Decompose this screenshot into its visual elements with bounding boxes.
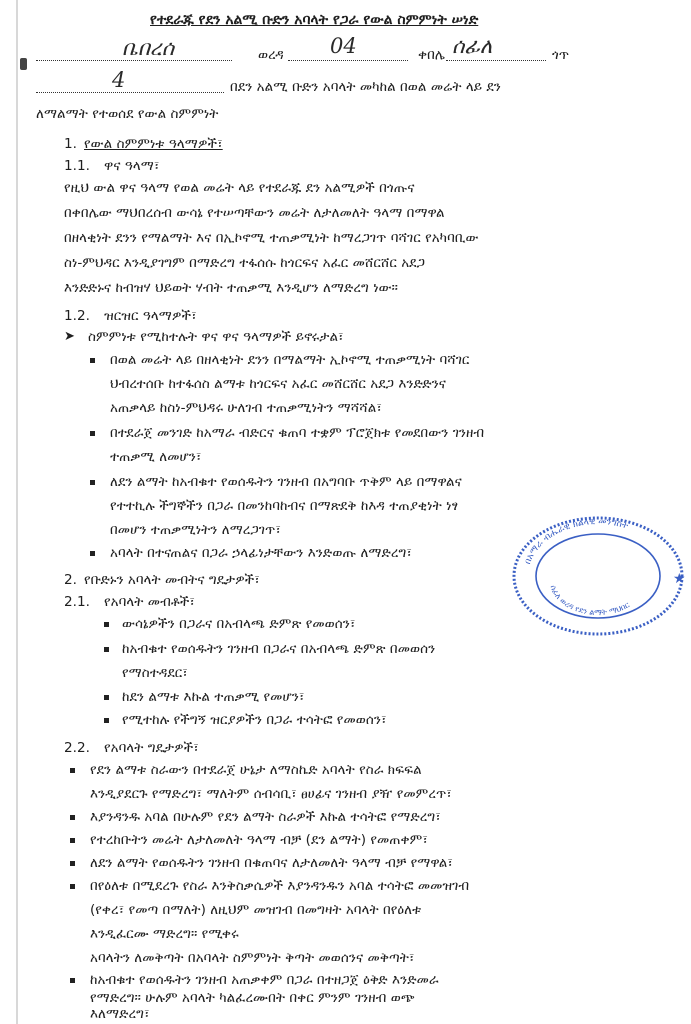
bullet-icon (70, 978, 75, 983)
para1-line-5: እንድድኑና ከብዝሃ ህይወት ሃብት ተጠቃሚ እንዲሆን ለማድረግ ነው። (64, 280, 399, 296)
right-2-line-2: የማስተዳደር፣ (122, 665, 188, 681)
subsection-2-1-title: የአባላት መብቶች፣ (104, 594, 195, 610)
bullet-icon (90, 480, 95, 485)
arrow-bullet-icon: ➤ (64, 329, 75, 344)
duty-5-line-1: በየዕለቱ በሚደረጉ የስራ እንቅስቃሴዎች እያንዳንዱን አባል ተሳትፎ መመዝገብ (90, 878, 470, 894)
bullet-icon (90, 551, 95, 556)
subsection-1-2-title: ዝርዝር ዓላማዎች፣ (104, 308, 197, 324)
objective-1-line-3: አጠቃላይ ከስነ-ምህዳሩ ሁለገብ ተጠቃሚነትን ማሻሻል፣ (110, 400, 382, 416)
bullet-icon (70, 838, 75, 843)
fill-line-2 (288, 60, 408, 61)
subsection-2-2-number: 2.2. (64, 740, 90, 756)
duty-5-line-3: እንዲፈርሙ ማድረግ። የሚቀሩ (90, 926, 239, 942)
right-1: ውሳኔዎችን በጋራና በአብላጫ ድምጽ የመወሰን፣ (122, 616, 356, 632)
svg-text:ሰፊለ ወረዳ የደን ልማት ማህበር (549, 584, 632, 617)
para1-line-3: በዘላቂነት ደንን የማልማት እና በኢኮኖሚ ተጠቃሚነት ከማረጋገጥ ባሻገር የአካባቢው (64, 230, 479, 246)
objective-3-line-1: ለደን ልማት ከአብቁተ የወሰዱትን ገንዘብ በአግባቡ ጥቅም ላይ በማዋልና (110, 474, 462, 490)
fill-line-3 (446, 60, 546, 61)
duty-5-line-4: አባላትን ለመቅጣት በአባላት ስምምነት ቅጣት መወሰንና መቅጣት፣ (90, 950, 415, 966)
section-2-heading: የቡድኑን አባላት መብትና ግዴታዎች፣ (84, 572, 260, 588)
right-2-line-1: ከአብቁተ የወሰዱትን ገንዘብ በጋራና በአብላጫ ድምጽ በመወሰን (122, 641, 436, 657)
duty-4: ለደን ልማት የወሰዱትን ገንዘብ በቁጠባና ለታለመለት ዓላማ ብቻ የማዋል፣ (90, 855, 453, 871)
para1-line-4: ስነ-ምህዳር እንዲያገግም በማድረግ ተፋሰሱ ከጎርፍና አፈር መሸርሸር አደጋ (64, 255, 425, 271)
right-4: የሚተከሉ የችግኝ ዝርያዎችን በጋራ ተሳትፎ የመወሰን፣ (122, 712, 387, 728)
document-title: የተደራጁ የደን አልሚ ቡድን አባላት የጋራ የውል ስምምነት ሠነድ (150, 12, 479, 28)
handwritten-group-number: 4 (112, 68, 126, 92)
fill-line-4 (36, 92, 224, 93)
bullet-icon (70, 884, 75, 889)
bullet-icon (104, 695, 109, 700)
duty-1-line-2: እንዲያደርጉ የማድረግ፣ ማለትም ሰብሳቢ፣ ፀሀፊና ገንዘብ ያዥ የመምረጥ፣ (90, 786, 452, 802)
objective-4-line-1: አባላት በተናጠልና በጋራ ኃላፊነታቸውን እንድወጡ ለማድረግ፣ (110, 545, 412, 561)
right-3: ከደን ልማቱ እኩል ተጠቃሚ የመሆን፣ (122, 689, 305, 705)
objective-1-line-1: በወል መሬት ላይ በዘላቂነት ደንን በማልማት ኢኮኖሚ ተጠቃሚነት ባሻገር (110, 352, 470, 368)
section-2-number: 2. (64, 572, 77, 588)
duty-6-line-3: እለማድረግ፣ (90, 1006, 150, 1022)
duty-6-line-1: ከአብቁተ የወሰዱትን ገንዘብ አጠቃቀም በጋራ በተዘጋጀ ዕቅድ እንድመራ (90, 972, 439, 988)
subsection-2-2-title: የአባላት ግዴታዎች፣ (104, 740, 199, 756)
para1-line-1: የዚህ ውል ዋና ዓላማ የወል መሬት ላይ የተደራጁ ደን አልሚዎች በጎጡና (64, 180, 415, 196)
duty-3: የተረከቡትን መሬት ለታለመለት ዓላማ ብቻ (ደን ልማት) የመጠቀም፣ (90, 832, 428, 848)
objectives-intro: ስምምነቱ የሚከተሉት ዋና ዋና ዓላማዎች ይኖሩታል፣ (88, 329, 344, 345)
subsection-1-1-title: ዋና ዓላማ፣ (104, 158, 160, 174)
stamp-inner-text: ሰፊለ ወረዳ የደን ልማት ማህበር (548, 584, 632, 618)
objective-3-line-2: የተተኪሉ ችግኞችን በጋራ በመንከባከብና በማጽደቅ ከእዳ ተጠያቂነት ነፃ (110, 498, 459, 514)
bullet-icon (70, 815, 75, 820)
duty-5-line-2: (የቀረ፣ የመጣ በማለት) ለዚህም መዝገብ በመግዛት አባላት በየዕለቱ (90, 902, 422, 918)
wereda-label: ወረዳ (258, 47, 284, 63)
section-1-number: 1. (64, 136, 77, 152)
handwritten-wereda-number: 04 (330, 34, 357, 58)
subsection-1-1-number: 1.1. (64, 158, 90, 174)
punch-hole-mark (20, 58, 27, 70)
bullet-icon (104, 718, 109, 723)
objective-2-line-2: ተጠቃሚ ለመሆን፣ (110, 449, 202, 465)
official-stamp (510, 515, 686, 637)
duty-6-line-2: የማድረግ። ሁሉም አባላት ካልፈረሙበት በቀር ምንም ገንዘብ ወጭ (90, 990, 415, 1006)
subsection-1-2-number: 1.2. (64, 308, 90, 324)
stamp-outer-text: በአማራ ብሔራዊ ክልላዊ መንግስት (523, 516, 630, 566)
handwritten-got-name: ሰፊለ (452, 34, 493, 58)
duty-1-line-1: የደን ልማቱ ስራውን በተደራጀ ሁኔታ ለማስኬድ አባላት የስራ ክፍፍል (90, 762, 422, 778)
got-label: ጎጥ (552, 47, 570, 63)
intro-line-1: በደን አልሚ ቡድን አባላት መካከል በወል መሬት ላይ ደን (230, 79, 501, 95)
objective-3-line-3: በመሆን ተጠቃሚነትን ለማረጋገጥ፣ (110, 522, 281, 538)
bullet-icon (104, 647, 109, 652)
svg-text:በአማራ ብሔራዊ ክልላዊ መንግስት (523, 517, 629, 566)
objective-2-line-1: በተደራጀ መንገድ ከአማራ ብድርና ቁጠባ ተቋም ፕሮጀክቱ የመደበውን ገንዘብ (110, 425, 485, 441)
intro-line-2: ለማልማት የተወሰደ የውል ስምምነት (36, 106, 219, 122)
bullet-icon (104, 622, 109, 627)
bullet-icon (70, 861, 75, 866)
bullet-icon (90, 431, 95, 436)
objective-1-line-2: ህብረተሰቡ ከተፋሰስ ልማቱ ከጎርፍና አፈር መሸርሸር አደጋ እንድድንና (110, 376, 447, 392)
section-1-heading: የውል ስምምነቱ ዓላማዎች፣ (84, 136, 223, 152)
stamp-star-icon: ★ (673, 571, 686, 587)
bullet-icon (90, 358, 95, 363)
duty-2: እያንዳንዱ አባል በሁሉም የደን ልማት ስራዎች እኩል ተሳትፎ የማድረግ፣ (90, 809, 441, 825)
kebele-label: ቀበሌ (418, 47, 445, 63)
page-edge-shadow (16, 0, 18, 1024)
handwritten-kebele-name: ቤበረሰ (122, 36, 175, 60)
para1-line-2: በቀበሌው ማህበረሰብ ውሳኔ የተሠጣቸውን መሬት ለታለመለት ዓላማ በማዋል (64, 205, 445, 221)
subsection-2-1-number: 2.1. (64, 594, 90, 610)
bullet-icon (70, 768, 75, 773)
